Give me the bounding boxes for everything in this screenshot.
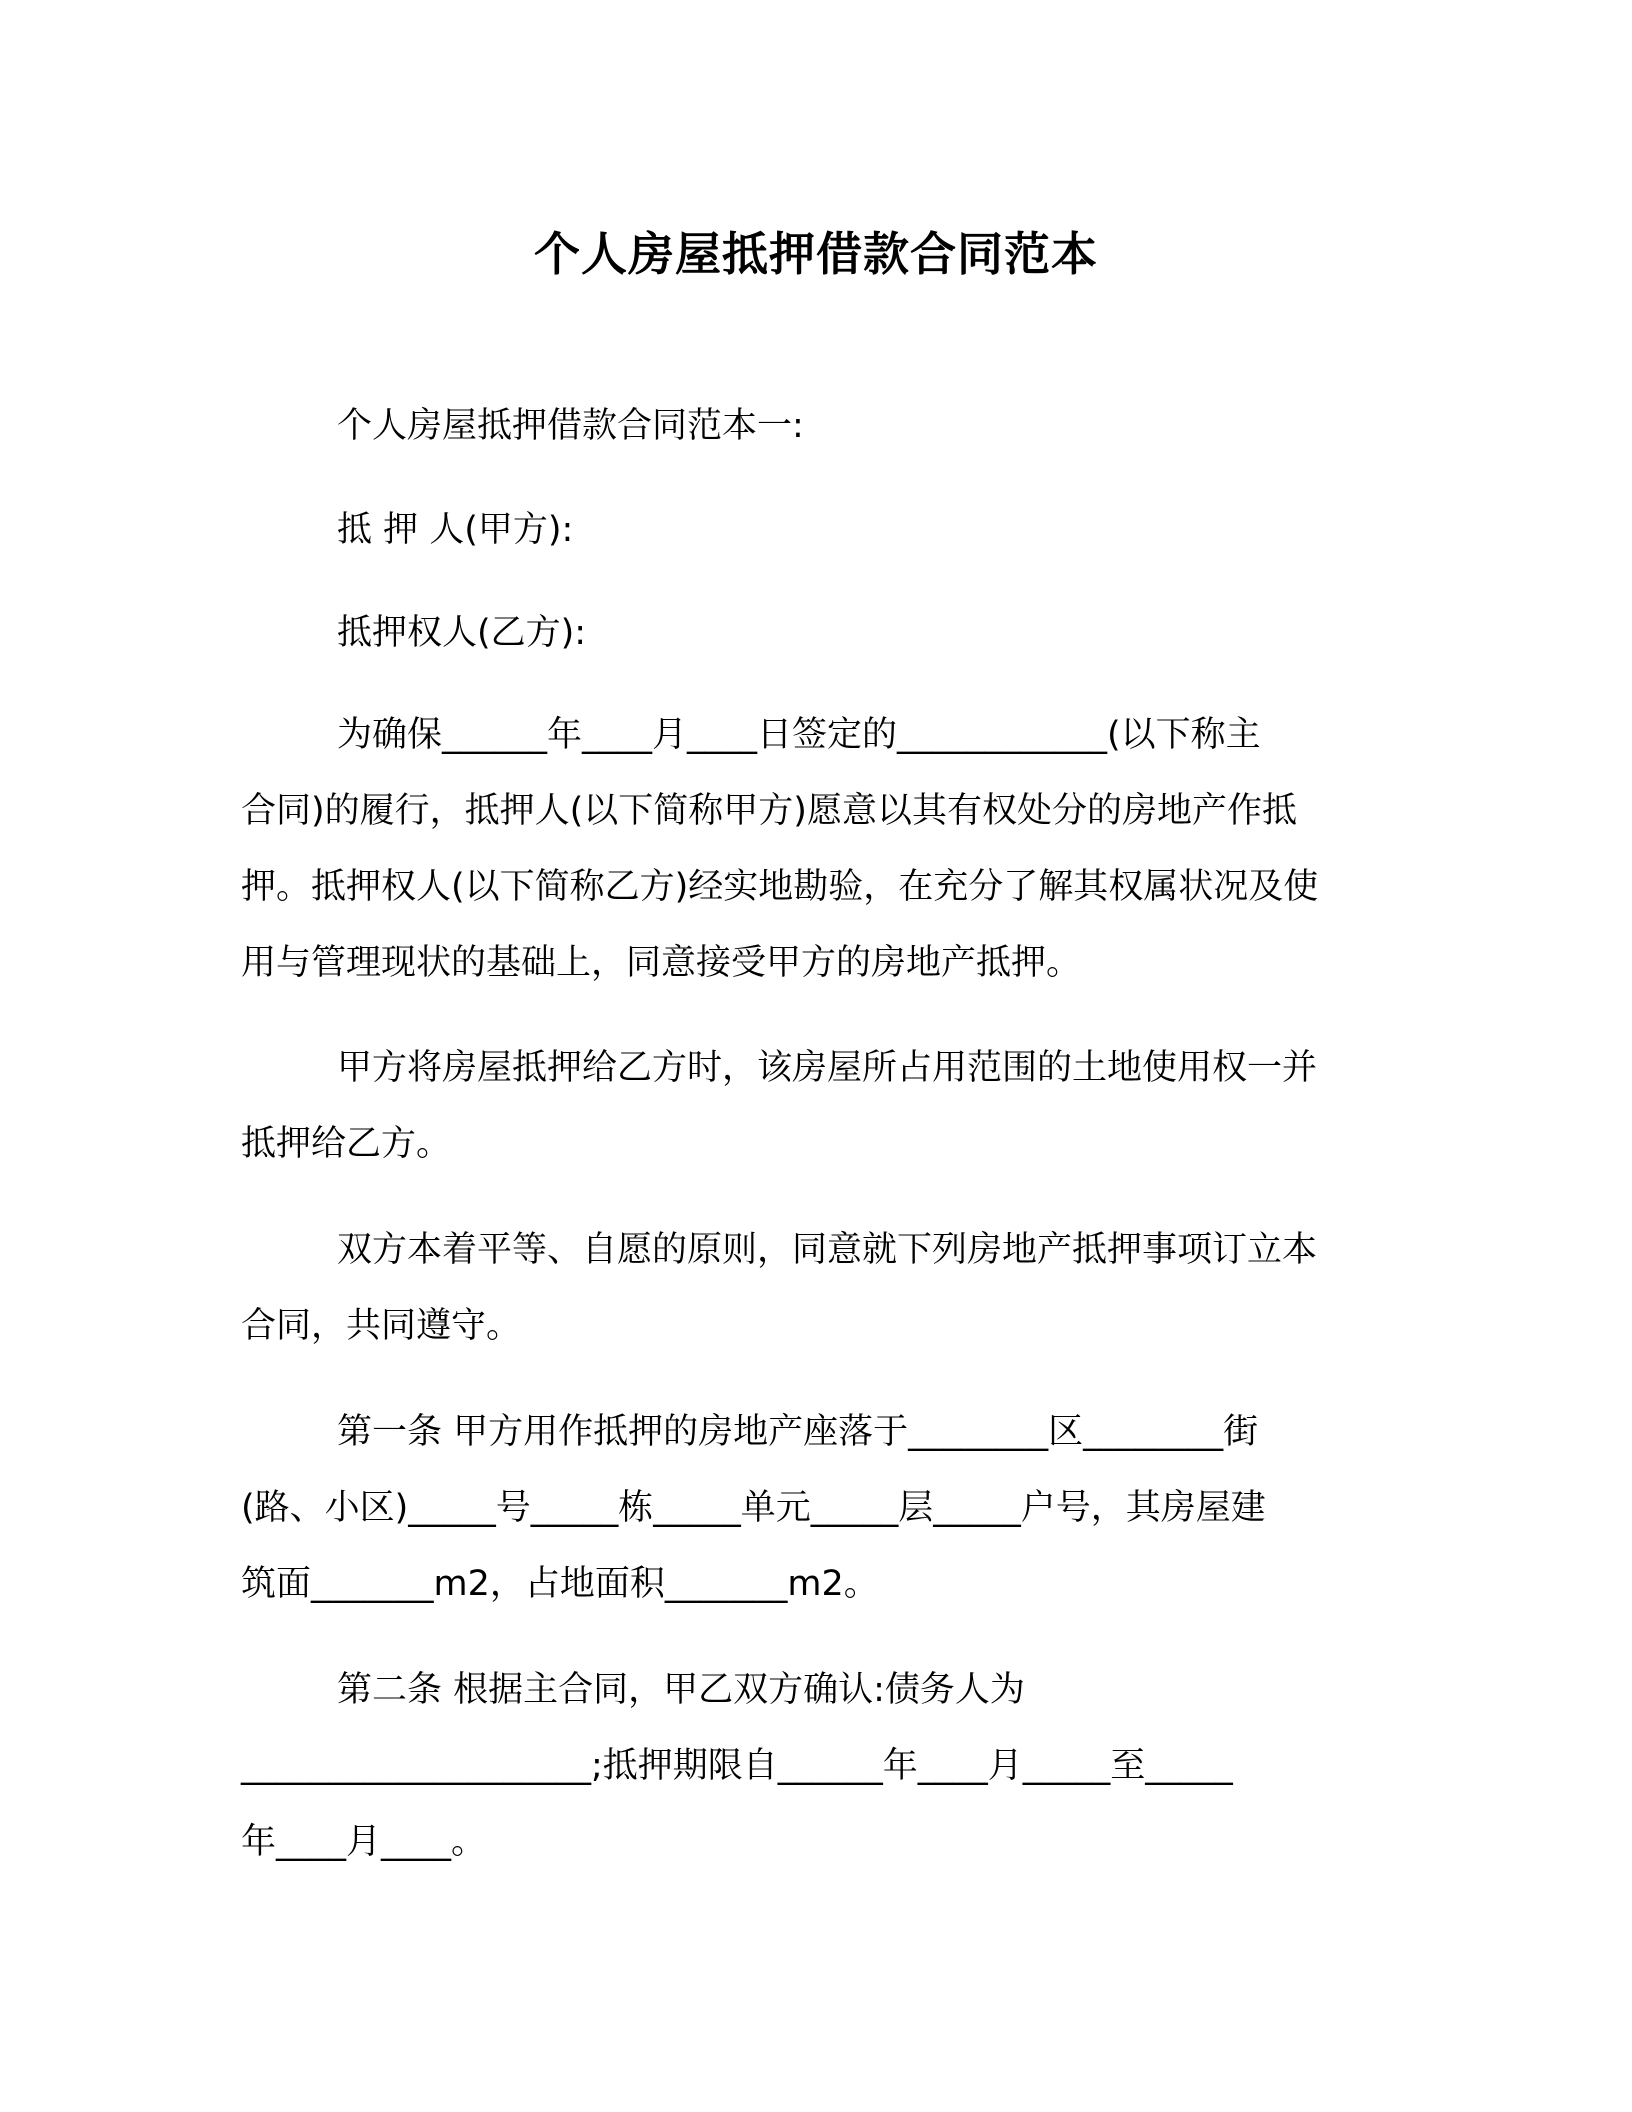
paragraph-line: 为确保______年____月____日签定的____________(以下称主 bbox=[337, 715, 1261, 755]
paragraph-line: 个人房屋抵押借款合同范本一: bbox=[337, 406, 804, 446]
paragraph-line: 筑面_______m2，占地面积_______m2。 bbox=[241, 1564, 879, 1604]
paragraph-line: (路、小区)_____号_____栋_____单元_____层_____户号，其房屋建 bbox=[241, 1488, 1266, 1528]
paragraph-line: 押。抵押权人(以下简称乙方)经实地勘验，在充分了解其权属状况及使 bbox=[241, 867, 1319, 907]
paragraph-line: 第一条 甲方用作抵押的房地产座落于________区________街 bbox=[337, 1412, 1259, 1452]
paragraph-line: 甲方将房屋抵押给乙方时，该房屋所占用范围的土地使用权一并 bbox=[337, 1048, 1318, 1088]
paragraph-line: 双方本着平等、自愿的原则，同意就下列房地产抵押事项订立本 bbox=[337, 1230, 1318, 1270]
paragraph-line: 合同)的履行，抵押人(以下简称甲方)愿意以其有权处分的房地产作抵 bbox=[241, 791, 1297, 831]
paragraph-article-1 bbox=[241, 1394, 1383, 1622]
paragraph-purpose bbox=[241, 697, 1383, 1001]
paragraph-line: 第二条 根据主合同，甲乙双方确认:债务人为 bbox=[337, 1670, 1025, 1710]
paragraph-article-2 bbox=[241, 1652, 1383, 1880]
paragraph-line: 用与管理现状的基础上，同意接受甲方的房地产抵押。 bbox=[241, 943, 1082, 983]
paragraph-line: 年____月____。 bbox=[241, 1822, 487, 1862]
paragraph-principle bbox=[241, 1212, 1383, 1364]
paragraph-line: 抵 押 人(甲方): bbox=[337, 510, 574, 550]
paragraph-mortgagor bbox=[241, 492, 1383, 568]
paragraph-line: ____________________;抵押期限自______年____月_____至_____ bbox=[241, 1746, 1233, 1786]
paragraph-line: 合同，共同遵守。 bbox=[241, 1306, 522, 1346]
document-title: 个人房屋抵押借款合同范本 bbox=[534, 227, 1098, 281]
paragraph-line: 抵押给乙方。 bbox=[241, 1124, 452, 1164]
paragraph-line: 抵押权人(乙方): bbox=[337, 613, 587, 653]
paragraph-mortgagee bbox=[241, 595, 1383, 671]
paragraph-land-use bbox=[241, 1030, 1383, 1182]
paragraph-subtitle bbox=[241, 388, 1383, 464]
